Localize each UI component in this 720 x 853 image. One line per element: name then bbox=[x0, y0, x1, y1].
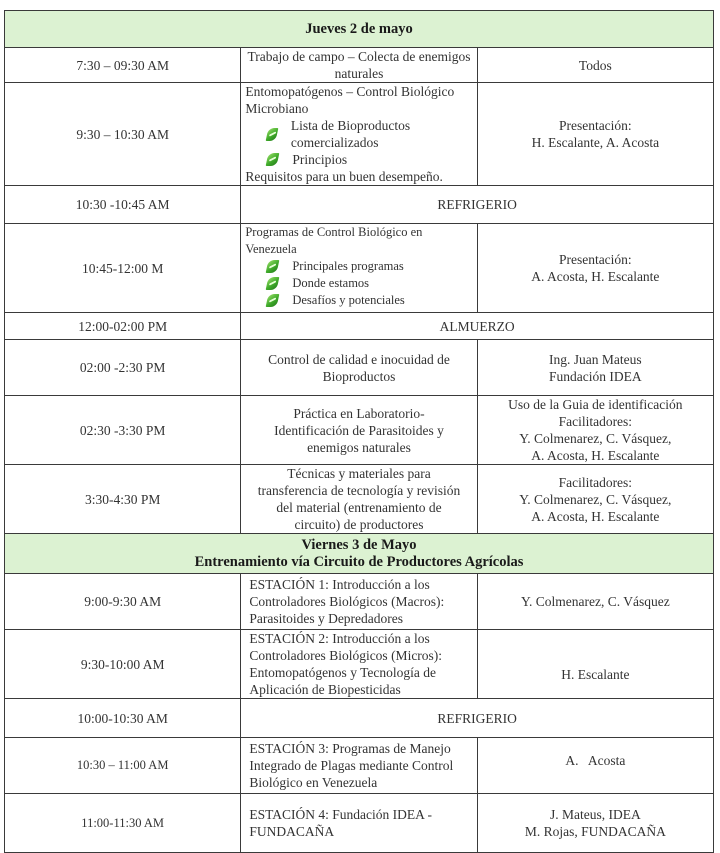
table-row bbox=[5, 83, 714, 186]
time-cell: 9:30 – 10:30 AM bbox=[5, 83, 241, 186]
bullet-text: Principales programas bbox=[292, 259, 404, 273]
table-row bbox=[5, 465, 714, 534]
presenter-cell bbox=[477, 83, 713, 186]
table-row bbox=[5, 699, 714, 738]
presenter-line: A. Acosta, H. Escalante bbox=[531, 508, 660, 524]
bullet-text: Lista de Bioproductos comercializados bbox=[290, 118, 411, 150]
activity-cell bbox=[241, 83, 477, 186]
activity-note: Requisitos para un buen desempeño. bbox=[245, 169, 443, 184]
presenter-line: J. Mateus, IDEA bbox=[549, 807, 641, 822]
time-cell: 10:00-10:30 AM bbox=[5, 699, 241, 738]
activity-cell: ESTACIÓN 2: Introducción a los Controladores Biológicos (Micros): Entomopatógenos y Tecnología de Aplicación de Biopesticidas bbox=[241, 630, 477, 699]
activity-content bbox=[245, 224, 472, 309]
presenter-line: Uso de la Guia de identificación bbox=[508, 397, 683, 412]
presenter-line: Facilitadores: bbox=[558, 414, 633, 429]
presenter-line: Fundación IDEA bbox=[549, 368, 642, 384]
presenter-cell: Todos bbox=[477, 48, 713, 83]
time-cell: 12:00-02:00 PM bbox=[5, 313, 241, 340]
presenter-line: A. Acosta, H. Escalante bbox=[531, 448, 660, 463]
bullet-text: Principios bbox=[292, 152, 348, 167]
bullet-item bbox=[267, 292, 472, 309]
table-row bbox=[5, 340, 714, 396]
activity-cell: Trabajo de campo – Colecta de enemigos naturales bbox=[241, 48, 477, 83]
presenter-line: Y. Colmenarez, C. Vásquez, bbox=[519, 491, 672, 507]
green-leaf-bullet-icon bbox=[266, 294, 280, 307]
presenter-cell: H. Escalante bbox=[477, 630, 713, 699]
presenter-cell: Y. Colmenarez, C. Vásquez bbox=[477, 574, 713, 630]
table-row bbox=[5, 574, 714, 630]
day2-header-row bbox=[5, 534, 714, 574]
day2-header-cell bbox=[5, 534, 714, 574]
activity-title: Entomopatógenos – Control Biológico Microbiano bbox=[245, 84, 455, 116]
table-row bbox=[5, 630, 714, 699]
table-row bbox=[5, 738, 714, 794]
time-cell: 02:00 -2:30 PM bbox=[5, 340, 241, 396]
time-cell: 11:00-11:30 AM bbox=[5, 794, 241, 853]
activity-cell bbox=[241, 224, 477, 313]
day1-header-row bbox=[5, 11, 714, 48]
green-leaf-bullet-icon bbox=[266, 153, 280, 166]
bullet-text: Desafíos y potenciales bbox=[292, 293, 405, 307]
bullet-item bbox=[267, 258, 472, 275]
table-row bbox=[5, 48, 714, 83]
table-row bbox=[5, 396, 714, 465]
presenter-cell: A. Acosta bbox=[477, 738, 713, 794]
activity-cell: Práctica en Laboratorio-Identificación de Parasitoides y enemigos naturales bbox=[241, 396, 477, 465]
presenter-line: Y. Colmenarez, C. Vásquez, bbox=[519, 431, 672, 446]
presenter-cell bbox=[477, 224, 713, 313]
activity-cell: ESTACIÓN 4: Fundación IDEA - FUNDACAÑA bbox=[241, 794, 477, 853]
break-cell: ALMUERZO bbox=[241, 313, 714, 340]
activity-cell: Técnicas y materiales para transferencia de tecnología y revisión del material (entrenamiento de circuito) de productores bbox=[241, 465, 477, 534]
bullet-item bbox=[267, 117, 472, 151]
green-leaf-bullet-icon bbox=[266, 128, 278, 141]
presenter-line: Facilitadores: bbox=[558, 474, 633, 490]
schedule-table bbox=[4, 10, 714, 853]
day2-title: Viernes 3 de Mayo bbox=[301, 536, 417, 553]
time-cell: 02:30 -3:30 PM bbox=[5, 396, 241, 465]
table-row bbox=[5, 794, 714, 853]
time-cell: 10:30 – 11:00 AM bbox=[5, 738, 241, 794]
time-cell: 10:30 -10:45 AM bbox=[5, 186, 241, 224]
time-cell: 7:30 – 09:30 AM bbox=[5, 48, 241, 83]
presenter-line: Ing. Juan Mateus bbox=[549, 351, 642, 367]
time-cell: 9:30-10:00 AM bbox=[5, 630, 241, 699]
activity-cell: ESTACIÓN 3: Programas de Manejo Integrado de Plagas mediante Control Biológico en Venezuela bbox=[241, 738, 477, 794]
bullet-item bbox=[267, 151, 472, 168]
green-leaf-bullet-icon bbox=[266, 277, 280, 290]
activity-cell: ESTACIÓN 1: Introducción a los Controladores Biológicos (Macros): Parasitoides y Depredadores bbox=[241, 574, 477, 630]
presenter-cell bbox=[477, 465, 713, 534]
presenter-line: Presentación: bbox=[558, 118, 632, 133]
time-cell: 10:45-12:00 M bbox=[5, 224, 241, 313]
presenter-cell bbox=[477, 396, 713, 465]
presenter-line: Presentación: bbox=[558, 252, 632, 267]
green-leaf-bullet-icon bbox=[266, 260, 280, 273]
day2-subtitle: Entrenamiento vía Circuito de Productores Agrícolas bbox=[194, 553, 524, 570]
break-cell: REFRIGERIO bbox=[241, 699, 714, 738]
bullet-text: Donde estamos bbox=[292, 276, 370, 290]
time-cell: 3:30-4:30 PM bbox=[5, 465, 241, 534]
activity-cell: Control de calidad e inocuidad de Bioproductos bbox=[241, 340, 477, 396]
bullet-item bbox=[267, 275, 472, 292]
table-row bbox=[5, 224, 714, 313]
activity-title: Programas de Control Biológico en Venezuela bbox=[245, 225, 423, 256]
table-row bbox=[5, 313, 714, 340]
time-cell: 9:00-9:30 AM bbox=[5, 574, 241, 630]
activity-content bbox=[245, 83, 472, 185]
presenter-cell bbox=[477, 340, 713, 396]
table-row bbox=[5, 186, 714, 224]
presenter-cell bbox=[477, 794, 713, 853]
presenter-line: H. Escalante, A. Acosta bbox=[531, 135, 660, 150]
presenter-line: A. Acosta, H. Escalante bbox=[531, 269, 660, 284]
break-cell: REFRIGERIO bbox=[241, 186, 714, 224]
day1-title: Jueves 2 de mayo bbox=[5, 11, 714, 48]
presenter-line: M. Rojas, FUNDACAÑA bbox=[524, 824, 666, 839]
